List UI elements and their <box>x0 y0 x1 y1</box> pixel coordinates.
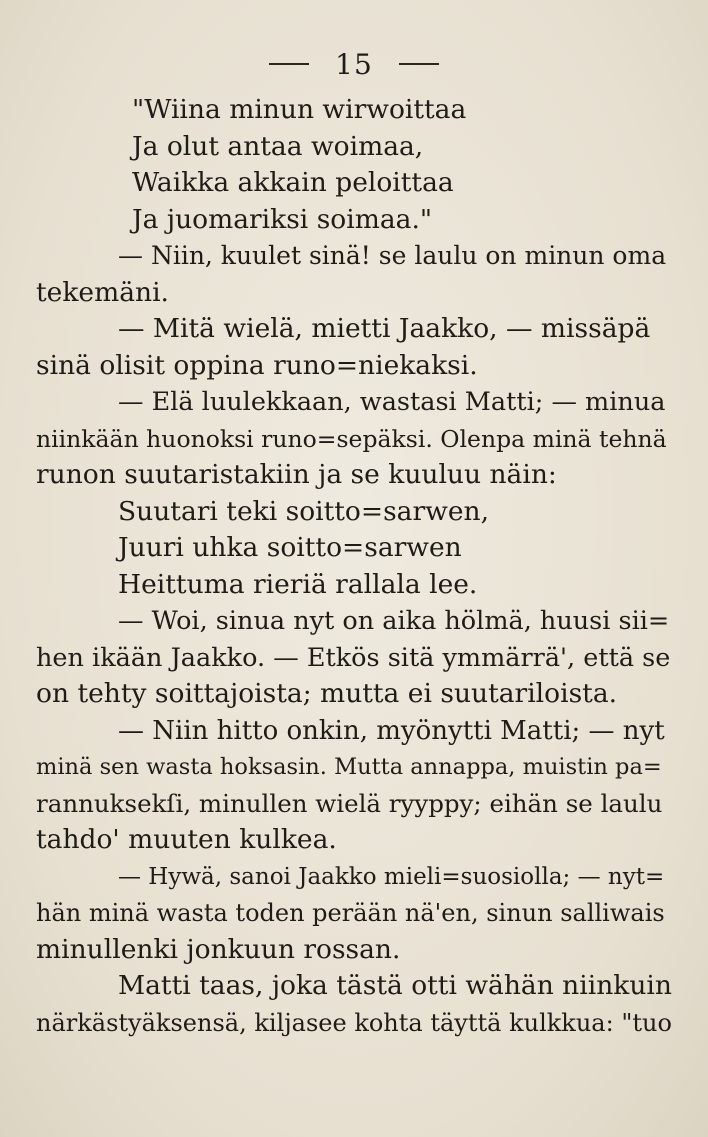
text-line: Juuri uhka soitto=sarwen <box>118 532 462 563</box>
text-line: — Mitä wielä, mietti Jaakko, — missäpä <box>118 313 651 344</box>
text-line: — Hywä, sanoi Jaakko mieli=suosiolla; — nyt= <box>118 863 665 890</box>
text-line: hen ikään Jaakko. — Etkös sitä ymmärrä', että se <box>36 642 671 673</box>
page-header <box>0 44 708 84</box>
text-line: niinkään huonoksi runo=sepäksi. Olenpa minä tehnä <box>36 424 667 453</box>
body-text <box>36 92 672 1041</box>
text-line: — Niin hitto onkin, myönytti Matti; — nyt <box>118 715 665 746</box>
text-line: närkästyäksensä, kiljasee kohta täyttä kulkkua: "tuo <box>36 1008 672 1037</box>
text-line: Ja juomariksi soimaa." <box>132 203 433 235</box>
text-line: — Woi, sinua nyt on aika hölmä, huusi sii= <box>118 606 670 636</box>
text-line: minullenki jonkuun rossan. <box>36 933 401 965</box>
text-line: Matti taas, joka tästä otti wähän niinkuin <box>118 970 672 1001</box>
text-line: hän minä wasta toden perään nä'en, sinun salliwais <box>36 899 665 927</box>
text-line: minä sen wasta hoksasin. Mutta annappa, muistin pa= <box>36 754 662 780</box>
text-line: tahdo' muuten kulkea. <box>36 824 337 855</box>
text-line: on tehty soittajoista; mutta ei suutariloista. <box>36 678 618 709</box>
text-line: — Elä luulekkaan, wastasi Matti; — minua <box>118 387 666 417</box>
header-dash-left <box>269 63 309 65</box>
text-line: sinä olisit oppina runo=niekaksi. <box>36 349 478 381</box>
text-line: Ja olut antaa woimaa, <box>132 130 424 162</box>
text-line: tekemäni. <box>36 276 169 308</box>
header-dash-right <box>399 63 439 65</box>
text-line: Suutari teki soitto=sarwen, <box>118 495 489 527</box>
text-line: Waikka akkain peloittaa <box>132 167 454 198</box>
text-line: runon suutaristakiin ja se kuuluu näin: <box>36 459 557 490</box>
text-line: "Wiina minun wirwoittaa <box>132 94 467 125</box>
page-number: 15 <box>335 47 373 81</box>
text-line: rannuksekſi, minullen wielä ryyppy; eihän se laulu <box>36 788 663 818</box>
text-line: Heittuma rieriä rallala lee. <box>118 568 478 600</box>
text-line: — Niin, kuulet sinä! se laulu on minun oma <box>118 241 667 270</box>
